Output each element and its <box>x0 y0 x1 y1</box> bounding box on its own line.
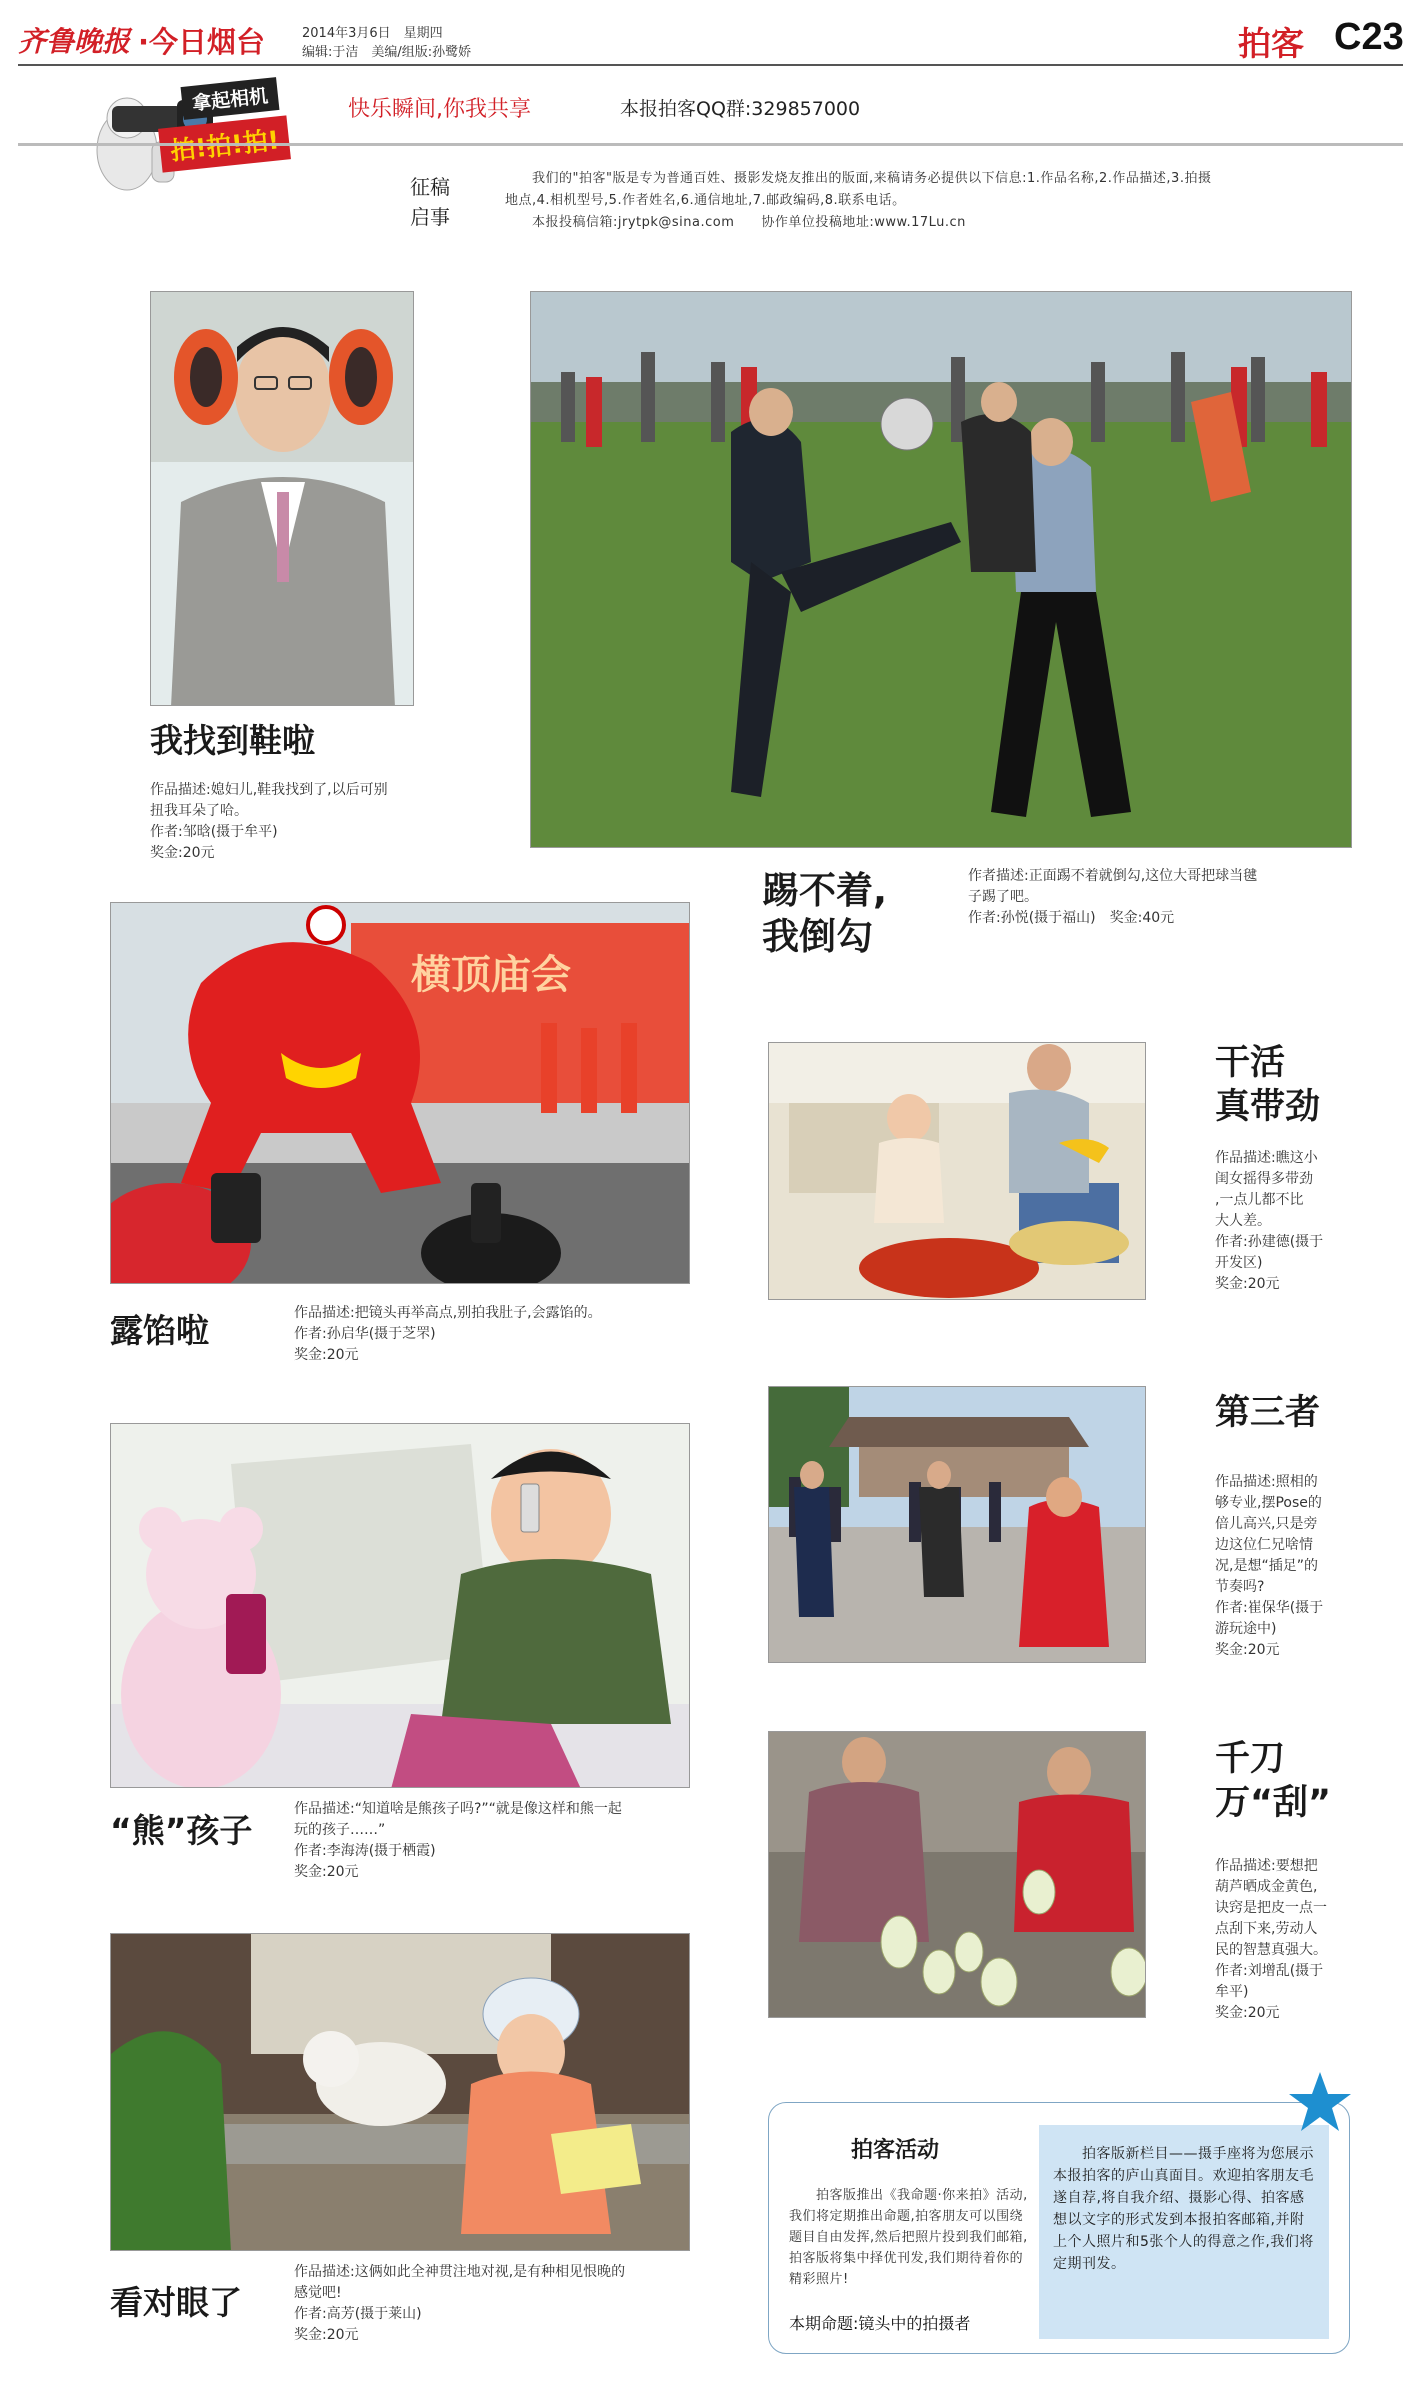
photo-cat-baby <box>110 1933 690 2251</box>
banner-rule <box>18 143 1403 146</box>
issue-date: 2014年3月6日 星期四 <box>302 26 443 41</box>
notice-text: 我们的"拍客"版是专为普通百姓、摄影发烧友推出的版面,来稿请务必提供以下信息:1.作品名称,2.作品描述,3.拍摄地点,4.相机型号,5.作者姓名,6.通信地址,7.邮政编码,8.联系电话。 本报投稿信箱:jrytpk@sina.com 协作单位投稿地址:www.17Lu.cn <box>505 171 1212 230</box>
story-desc-shoes: 作品描述:媳妇儿,鞋我找到了,以后可别 扭我耳朵了哈。 作者:邹晗(摄于牟平) 奖金:20元 <box>150 782 388 861</box>
story-title-lion-dance: 露馅啦 <box>110 1311 209 1350</box>
edition-title: ·今日烟台 <box>138 25 266 59</box>
notice-label: 征稿 启事 <box>410 175 450 229</box>
story-title-third-party: 第三者 <box>1215 1393 1321 1433</box>
page-number: C23 <box>1334 16 1404 58</box>
story-desc-third-party: 作品描述:照相的 够专业,摆Pose的 倍儿高兴,只是旁 边这位仁兄啥情 况,是想“插足”的 节奏吗? 作者:崔保华(摄于 游玩途中) 奖金:20元 <box>1215 1474 1324 1658</box>
story-desc-lion-dance: 作品描述:把镜头再举高点,别拍我肚子,会露馅的。 作者:孙启华(摄于芝罘) 奖金:20元 <box>294 1305 602 1363</box>
story-title-cat-baby: 看对眼了 <box>110 2283 242 2322</box>
story-title-shoes: 我找到鞋啦 <box>150 721 315 760</box>
story-title-girl-working: 干活 真带劲 <box>1215 1043 1321 1127</box>
photo-third-party <box>768 1386 1146 1663</box>
story-desc-gourd: 作品描述:要想把 葫芦晒成金黄色, 诀窍是把皮一点一 点刮下来,劳动人 民的智慧真强大。 作者:刘增乱(摄于 牟平) 奖金:20元 <box>1215 1858 1327 2021</box>
masthead: 齐鲁晚报 <box>18 25 131 58</box>
photo-shoes <box>150 291 414 706</box>
logo-tag-top: 拿起相机 <box>181 77 280 120</box>
section-name: 拍客 <box>1238 24 1304 63</box>
photo-football <box>530 291 1352 848</box>
story-desc-bear-kid: 作品描述:“知道啥是熊孩子吗?”“就是像这样和熊一起 玩的孩子……” 作者:李海涛(摄于栖霞) 奖金:20元 <box>294 1801 622 1880</box>
story-desc-cat-baby: 作品描述:这俩如此全神贯注地对视,是有种相见恨晚的 感觉吧! 作者:高芳(摄于莱山) 奖金:20元 <box>294 2264 626 2343</box>
photo-girl-working <box>768 1042 1146 1300</box>
editors-credit: 编辑:于洁 美编/组版:孙鹭娇 <box>302 45 472 60</box>
activity-text: 拍客版推出《我命题·你来拍》活动,我们将定期推出命题,拍客朋友可以围绕题目自由发挥,然后把照片投到我们邮箱,拍客版将集中择优刊发,我们期待着你的精彩照片! <box>789 2188 1028 2287</box>
story-title-bear-kid: “熊”孩子 <box>110 1811 253 1850</box>
activity-topic: 本期命题:镜头中的拍摄者 <box>789 2314 971 2333</box>
story-desc-football: 作者描述:正面踢不着就倒勾,这位大哥把球当毽 子踢了吧。 作者:孙悦(摄于福山) 奖金:40元 <box>968 868 1258 926</box>
activity-box <box>768 2102 1350 2354</box>
activity-side-text: 拍客版新栏目——摄手座将为您展示本报拍客的庐山真面目。欢迎拍客朋友毛遂自荐,将自我介绍、摄影心得、拍客感想以文字的形式发到本报拍客邮箱,并附上个人照片和5张个人的得意之作,我们将定期刊发。 <box>1053 2146 1314 2272</box>
temple-fair-sign: 横顶庙会 <box>411 952 571 998</box>
photo-bear-kid <box>110 1423 690 1788</box>
activity-side-panel <box>1039 2125 1329 2339</box>
story-title-gourd: 千刀 万“刮” <box>1215 1739 1332 1823</box>
banner-slogan: 快乐瞬间,你我共享 <box>348 97 531 122</box>
header-rule <box>18 64 1403 66</box>
story-desc-girl-working: 作品描述:瞧这小 闺女摇得多带劲 ,一点儿都不比 大人差。 作者:孙建德(摄于 开发区) 奖金:20元 <box>1215 1150 1324 1292</box>
qq-group: 本报拍客QQ群:329857000 <box>620 98 861 120</box>
star-icon <box>1288 2070 1352 2134</box>
story-title-football: 踢不着, 我倒勾 <box>762 869 888 959</box>
photo-lion-dance <box>110 902 690 1284</box>
activity-title: 拍客活动 <box>851 2138 940 2163</box>
logo-tag-bottom: 拍!拍!拍! <box>158 115 291 172</box>
photo-gourd-scraping <box>768 1731 1146 2018</box>
